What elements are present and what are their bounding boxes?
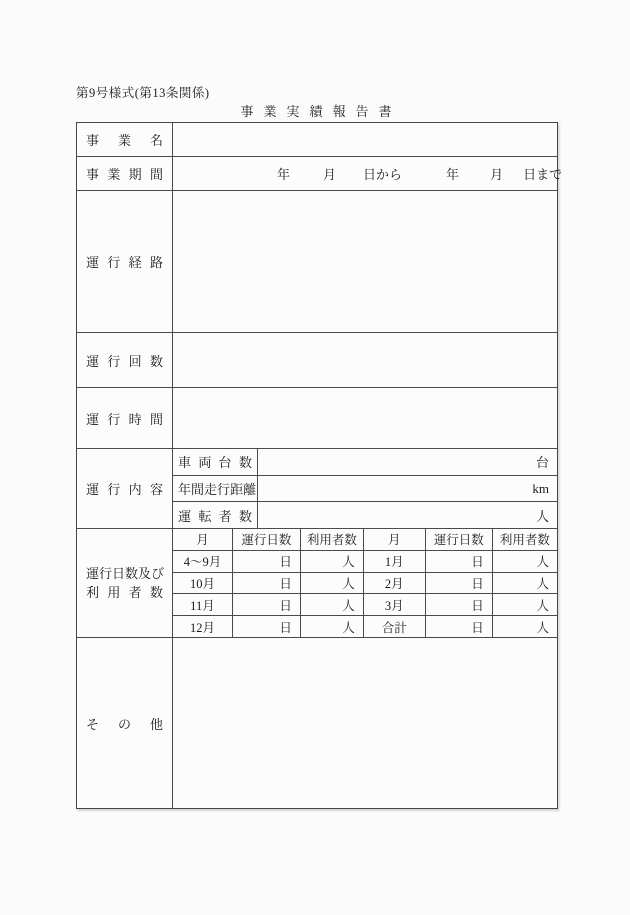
row-route	[77, 191, 557, 333]
period-day-from-label: 日から	[363, 167, 403, 182]
usage-header-row	[173, 529, 557, 551]
business-period-label: 事 業 期 間	[86, 167, 163, 182]
vehicle-count-unit: 台	[535, 455, 549, 471]
usage-month-cell: 3月	[364, 594, 426, 615]
usage-col-header-users1: 利用者数	[301, 529, 364, 550]
usage-col-header-month1: 月	[173, 529, 233, 550]
usage-users-cell: 人	[536, 620, 549, 635]
operation-hours-field	[173, 388, 557, 448]
other-label: そ の 他	[86, 716, 163, 732]
row-usage	[77, 529, 557, 638]
usage-users-cell: 人	[536, 576, 549, 591]
operation-hours-label: 運 行 時 間	[86, 411, 163, 427]
report-form-table	[76, 122, 563, 809]
driver-count-row	[173, 502, 557, 528]
driver-count-unit: 人	[535, 508, 549, 524]
trip-count-label-cell	[77, 333, 173, 387]
business-name-label: 事 業 名	[86, 133, 163, 148]
row-other	[77, 638, 557, 808]
usage-month-cell: 2月	[364, 573, 426, 594]
driver-count-label-cell	[173, 502, 258, 528]
usage-data-row	[173, 616, 557, 637]
usage-month-cell: 10月	[173, 573, 233, 594]
other-field	[173, 638, 557, 808]
period-year-from-label: 年	[277, 167, 291, 182]
trip-count-field	[173, 333, 557, 387]
period-month-to-label: 月	[490, 167, 504, 182]
business-period-label-cell	[77, 157, 173, 190]
usage-label-line1: 運 行 日 数 及 び	[86, 566, 165, 581]
usage-data-row	[173, 551, 557, 573]
usage-users-cell: 人	[301, 616, 364, 637]
usage-days-cell: 日	[426, 551, 493, 572]
row-business-name	[77, 123, 557, 157]
operation-details-label-cell	[77, 449, 173, 528]
usage-col-header-month2: 月	[364, 529, 426, 550]
usage-month-cell: 1月	[364, 551, 426, 572]
usage-days-cell: 日	[233, 594, 301, 615]
usage-label-cell	[77, 529, 173, 637]
usage-days-cell: 日	[426, 573, 493, 594]
usage-days-cell: 日	[233, 573, 301, 594]
annual-distance-unit: km	[532, 480, 549, 496]
period-year-to-label: 年	[446, 167, 460, 182]
usage-days-cell: 日	[426, 594, 493, 615]
annual-distance-row	[173, 476, 557, 503]
usage-users-cell: 人	[536, 598, 549, 613]
business-period-field	[173, 157, 562, 190]
usage-col-header-days2: 運行日数	[426, 529, 493, 550]
period-day-to-label: 日まで	[523, 167, 563, 182]
annual-distance-label-cell	[173, 476, 258, 502]
usage-users-cell: 人	[301, 551, 364, 572]
usage-days-cell: 日	[426, 616, 493, 637]
other-label-cell	[77, 638, 173, 808]
vehicle-count-row	[173, 449, 557, 476]
vehicle-count-label: 車 両 台 数	[178, 455, 252, 471]
row-operation-hours	[77, 388, 557, 449]
row-business-period	[77, 157, 563, 191]
usage-users-cell: 人	[301, 573, 364, 594]
operation-details-table	[173, 449, 557, 528]
route-label: 運 行 経 路	[86, 255, 163, 270]
operation-details-label: 運 行 内 容	[86, 482, 163, 497]
usage-table	[173, 529, 557, 637]
document-title: 事業実績報告書	[240, 104, 402, 119]
usage-label-line2: 利 用 者 数	[86, 585, 163, 600]
operation-hours-label-cell	[77, 388, 173, 448]
usage-total-cell: 合計	[364, 616, 426, 637]
usage-month-cell: 4〜9月	[173, 551, 233, 572]
usage-col-header-days1: 運行日数	[233, 529, 301, 550]
row-operation-details	[77, 449, 557, 529]
form-number: 第9号様式(第13条関係)	[76, 86, 210, 100]
period-month-from-label: 月	[323, 167, 337, 182]
trip-count-label: 運 行 回 数	[86, 353, 163, 369]
usage-month-cell: 12月	[173, 616, 233, 637]
route-label-cell	[77, 191, 173, 332]
usage-users-cell: 人	[301, 594, 364, 615]
usage-days-cell: 日	[233, 616, 301, 637]
business-name-field	[173, 123, 557, 156]
usage-col-header-users2: 利用者数	[499, 533, 550, 548]
usage-users-cell: 人	[536, 555, 549, 570]
usage-data-row	[173, 573, 557, 595]
annual-distance-label: 年 間 走 行 距 離	[178, 482, 257, 497]
route-field	[173, 191, 557, 332]
vehicle-count-label-cell	[173, 449, 258, 475]
row-trip-count	[77, 333, 557, 388]
usage-data-row	[173, 594, 557, 616]
driver-count-label: 運 転 者 数	[178, 508, 252, 524]
usage-days-cell: 日	[233, 551, 301, 572]
usage-month-cell: 11月	[173, 594, 233, 615]
business-name-label-cell	[77, 123, 173, 156]
